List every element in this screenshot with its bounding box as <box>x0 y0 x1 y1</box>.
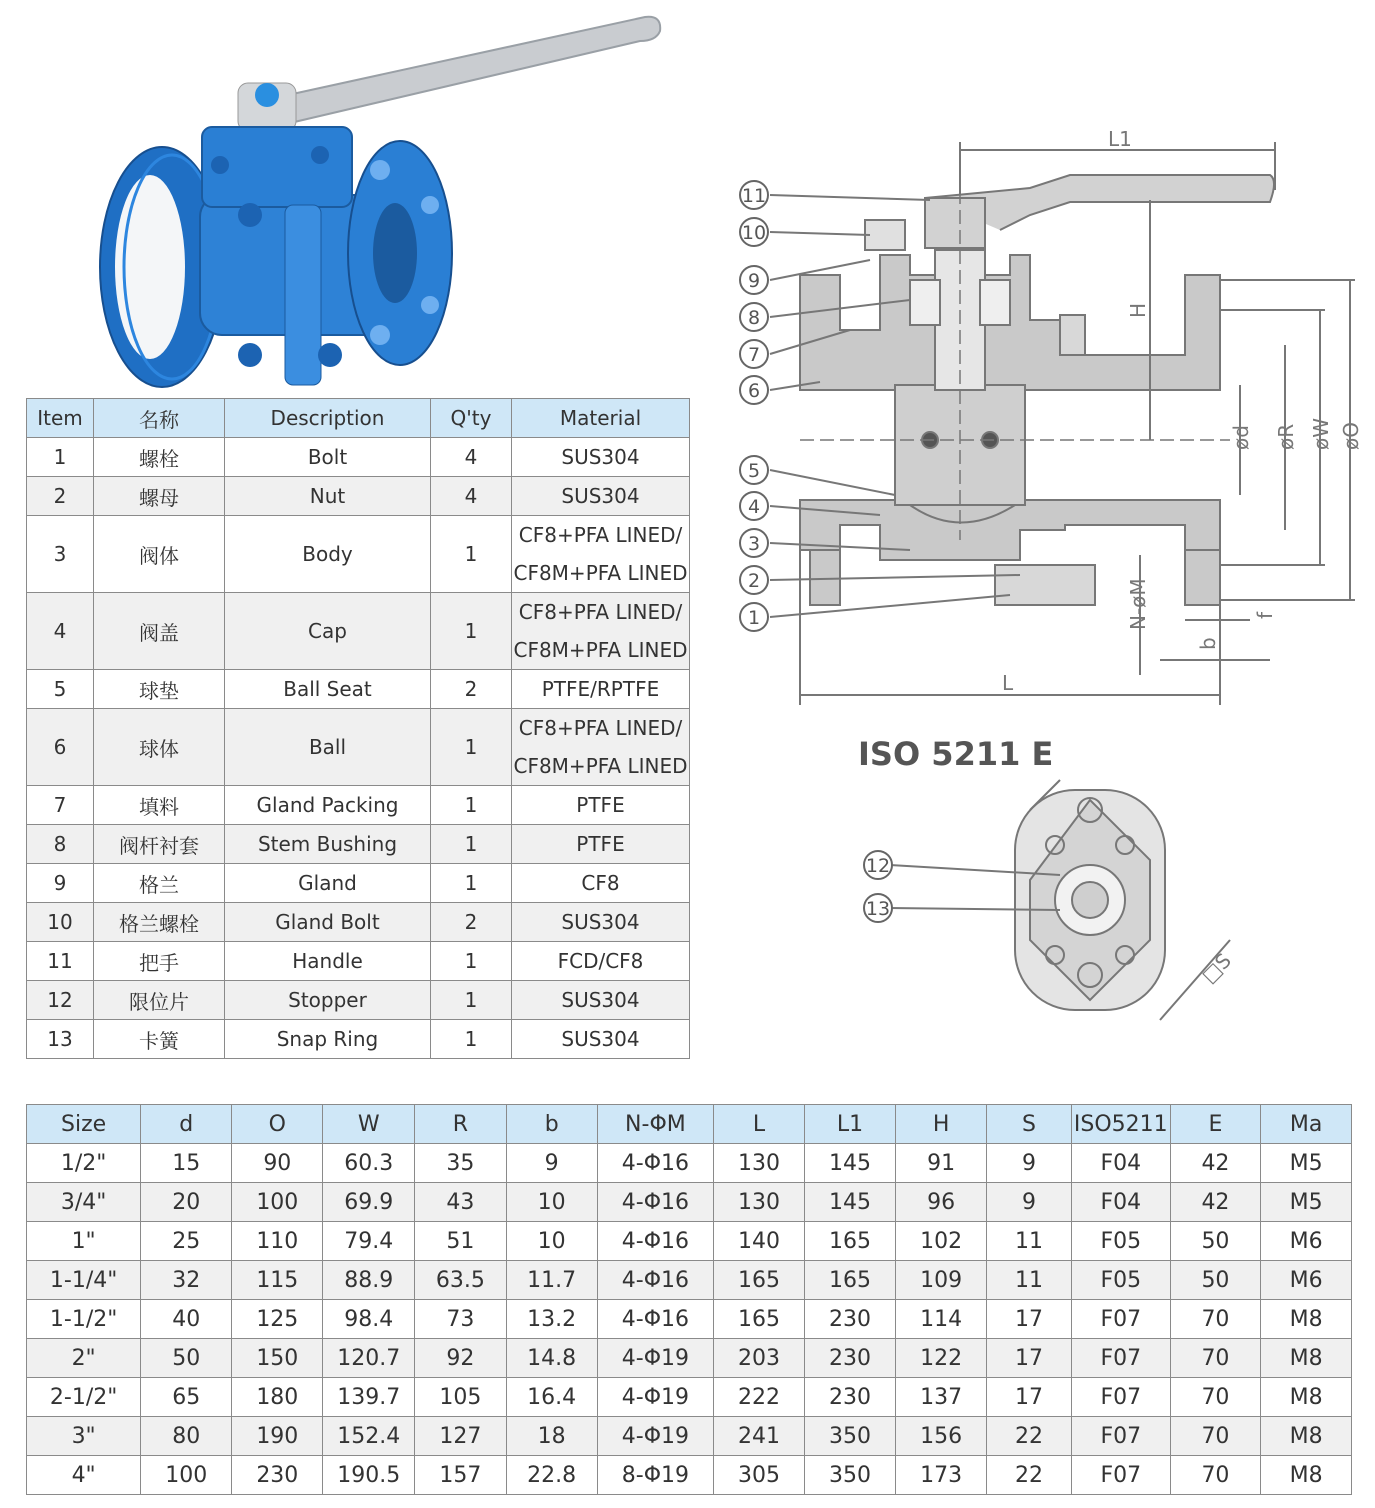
dim-label-NM: N-øM <box>1126 578 1150 630</box>
dim-cell: 11.7 <box>506 1261 597 1300</box>
dim-cell: 173 <box>896 1456 987 1495</box>
dim-cell: 127 <box>415 1417 506 1456</box>
cell-name-cn: 限位片 <box>94 981 225 1020</box>
dim-cell: 11 <box>987 1222 1072 1261</box>
dim-label-O: øO <box>1339 422 1363 450</box>
dim-label-f: f <box>1253 611 1277 619</box>
cell-name-cn: 把手 <box>94 942 225 981</box>
cell-item: 4 <box>27 593 94 670</box>
dim-cell: 98.4 <box>323 1300 415 1339</box>
dim-cell: 35 <box>415 1144 506 1183</box>
parts-table-row <box>27 981 690 1020</box>
dim-cell: 145 <box>805 1183 896 1222</box>
iso-title: ISO 5211 E <box>858 735 1054 773</box>
dim-cell: 2" <box>27 1339 141 1378</box>
cell-description: Ball Seat <box>225 670 431 709</box>
dim-cell: 42 <box>1170 1144 1261 1183</box>
dim-header-cell: Ma <box>1261 1105 1352 1144</box>
material-line: PTFE/RPTFE <box>541 677 660 701</box>
parts-table-row <box>27 709 690 786</box>
cell-qty: 2 <box>431 670 512 709</box>
dim-cell: 105 <box>415 1378 506 1417</box>
cell-name-cn: 球体 <box>94 709 225 786</box>
cell-item: 3 <box>27 516 94 593</box>
cell-description: Gland <box>225 864 431 903</box>
dim-cell: 4-Φ16 <box>597 1300 713 1339</box>
callout-number: 1 <box>747 607 761 629</box>
dim-cell: 125 <box>232 1300 323 1339</box>
dim-label-W: øW <box>1309 417 1333 450</box>
dim-cell: 16.4 <box>506 1378 597 1417</box>
cell-qty: 1 <box>431 516 512 593</box>
callout-number: 3 <box>747 533 761 555</box>
dim-cell: 165 <box>805 1222 896 1261</box>
callout-number: 8 <box>747 307 761 329</box>
dim-cell: 156 <box>896 1417 987 1456</box>
dim-cell: F07 <box>1071 1456 1170 1495</box>
cell-description: Gland Packing <box>225 786 431 825</box>
dim-cell: 92 <box>415 1339 506 1378</box>
cell-description: Gland Bolt <box>225 903 431 942</box>
dim-cell: 100 <box>232 1183 323 1222</box>
dim-cell: 130 <box>713 1144 804 1183</box>
dim-cell: 50 <box>1170 1222 1261 1261</box>
cell-item: 6 <box>27 709 94 786</box>
dim-cell: 60.3 <box>323 1144 415 1183</box>
header-description: Description <box>225 399 431 438</box>
cell-name-cn: 阀盖 <box>94 593 225 670</box>
cell-material <box>512 981 690 1020</box>
cell-item: 8 <box>27 825 94 864</box>
dim-cell: 70 <box>1170 1456 1261 1495</box>
cell-material <box>512 593 690 670</box>
cell-description: Snap Ring <box>225 1020 431 1059</box>
dim-cell: 190 <box>232 1417 323 1456</box>
material-line: SUS304 <box>561 988 640 1012</box>
dim-cell: 50 <box>141 1339 232 1378</box>
parts-table-row <box>27 1020 690 1059</box>
dim-cell: 88.9 <box>323 1261 415 1300</box>
dim-cell: 50 <box>1170 1261 1261 1300</box>
dim-cell: M5 <box>1261 1183 1352 1222</box>
parts-table-row <box>27 477 690 516</box>
dim-cell: 4-Φ16 <box>597 1261 713 1300</box>
dim-cell: 20 <box>141 1183 232 1222</box>
cell-description: Bolt <box>225 438 431 477</box>
iso-square-label: □S <box>1196 948 1236 988</box>
parts-table-row <box>27 438 690 477</box>
header-item: Item <box>27 399 94 438</box>
dim-label-H: H <box>1126 302 1150 318</box>
dim-cell: M8 <box>1261 1339 1352 1378</box>
callout-number: 7 <box>747 344 761 366</box>
dim-cell: 9 <box>987 1183 1072 1222</box>
dim-cell: 1-1/4" <box>27 1261 141 1300</box>
cell-item: 2 <box>27 477 94 516</box>
dim-cell: 130 <box>713 1183 804 1222</box>
dimension-table-row <box>27 1144 1352 1183</box>
cell-item: 9 <box>27 864 94 903</box>
dim-header-cell: H <box>896 1105 987 1144</box>
material-line: CF8M+PFA LINED <box>513 561 688 585</box>
cell-name-cn: 格兰螺栓 <box>94 903 225 942</box>
cell-name-cn: 球垫 <box>94 670 225 709</box>
dim-cell: F05 <box>1071 1222 1170 1261</box>
dim-cell: 190.5 <box>323 1456 415 1495</box>
cell-name-cn: 卡簧 <box>94 1020 225 1059</box>
valve-photo <box>90 5 670 395</box>
dim-cell: 3/4" <box>27 1183 141 1222</box>
parts-table-row <box>27 825 690 864</box>
material-line: FCD/CF8 <box>557 949 644 973</box>
dim-header-cell: L1 <box>805 1105 896 1144</box>
parts-table-row <box>27 670 690 709</box>
cell-material <box>512 438 690 477</box>
material-line: SUS304 <box>561 910 640 934</box>
dim-label-L: L <box>1002 671 1014 695</box>
material-line: SUS304 <box>561 484 640 508</box>
dim-cell: 305 <box>713 1456 804 1495</box>
dim-cell: 42 <box>1170 1183 1261 1222</box>
cell-qty: 2 <box>431 903 512 942</box>
dim-cell: 96 <box>896 1183 987 1222</box>
dim-cell: 150 <box>232 1339 323 1378</box>
cell-material <box>512 516 690 593</box>
cell-item: 11 <box>27 942 94 981</box>
dim-header-cell: R <box>415 1105 506 1144</box>
header-qty: Q'ty <box>431 399 512 438</box>
dim-cell: 4-Φ19 <box>597 1339 713 1378</box>
material-line: SUS304 <box>561 445 640 469</box>
callout-number: 10 <box>741 222 767 244</box>
dim-cell: 11 <box>987 1261 1072 1300</box>
cell-qty: 4 <box>431 438 512 477</box>
parts-table-row <box>27 864 690 903</box>
dim-cell: 140 <box>713 1222 804 1261</box>
dim-cell: 8-Φ19 <box>597 1456 713 1495</box>
dim-cell: 137 <box>896 1378 987 1417</box>
material-line: CF8M+PFA LINED <box>513 638 688 662</box>
dim-cell: 17 <box>987 1300 1072 1339</box>
cell-item: 13 <box>27 1020 94 1059</box>
dim-cell: 1" <box>27 1222 141 1261</box>
dim-cell: M8 <box>1261 1300 1352 1339</box>
dim-cell: 70 <box>1170 1378 1261 1417</box>
parts-table-row <box>27 516 690 593</box>
dim-cell: 230 <box>232 1456 323 1495</box>
dim-cell: 73 <box>415 1300 506 1339</box>
dim-cell: 17 <box>987 1378 1072 1417</box>
dim-cell: 203 <box>713 1339 804 1378</box>
dim-cell: 43 <box>415 1183 506 1222</box>
parts-table-row <box>27 942 690 981</box>
dim-cell: 2-1/2" <box>27 1378 141 1417</box>
cell-item: 7 <box>27 786 94 825</box>
dim-cell: 25 <box>141 1222 232 1261</box>
dim-cell: 165 <box>713 1261 804 1300</box>
valve-section-drawing <box>730 120 1370 1100</box>
dim-cell: 15 <box>141 1144 232 1183</box>
cell-qty: 4 <box>431 477 512 516</box>
dim-header-cell: ISO5211 <box>1071 1105 1170 1144</box>
dimension-table-row <box>27 1183 1352 1222</box>
dim-header-cell: d <box>141 1105 232 1144</box>
header-material: Material <box>512 399 690 438</box>
callout-number: 4 <box>747 496 761 518</box>
cell-material <box>512 709 690 786</box>
callout-number: 6 <box>747 380 761 402</box>
dim-cell: M6 <box>1261 1261 1352 1300</box>
cell-material <box>512 825 690 864</box>
cell-item: 12 <box>27 981 94 1020</box>
dimension-table <box>26 1104 1352 1495</box>
dim-cell: M6 <box>1261 1222 1352 1261</box>
cell-material <box>512 942 690 981</box>
material-line: CF8+PFA LINED/ <box>518 523 683 547</box>
material-line: CF8 <box>581 871 620 895</box>
dim-cell: 22.8 <box>506 1456 597 1495</box>
dim-cell: F04 <box>1071 1144 1170 1183</box>
dim-header-cell: E <box>1170 1105 1261 1144</box>
cell-description: Stem Bushing <box>225 825 431 864</box>
dim-cell: 4" <box>27 1456 141 1495</box>
dimension-table-row <box>27 1456 1352 1495</box>
dim-cell: 350 <box>805 1456 896 1495</box>
cell-description: Stopper <box>225 981 431 1020</box>
cell-description: Cap <box>225 593 431 670</box>
dim-cell: M8 <box>1261 1417 1352 1456</box>
cell-qty: 1 <box>431 864 512 903</box>
cell-name-cn: 螺栓 <box>94 438 225 477</box>
cell-description: Nut <box>225 477 431 516</box>
dim-cell: 51 <box>415 1222 506 1261</box>
cell-qty: 1 <box>431 709 512 786</box>
dim-cell: 145 <box>805 1144 896 1183</box>
iso-callout-number: 12 <box>865 855 891 877</box>
material-line: PTFE <box>576 793 625 817</box>
dimension-table-row <box>27 1339 1352 1378</box>
dim-label-R: øR <box>1274 423 1298 450</box>
dim-cell: F07 <box>1071 1300 1170 1339</box>
callout-number: 9 <box>747 270 761 292</box>
parts-table-row <box>27 786 690 825</box>
cell-name-cn: 螺母 <box>94 477 225 516</box>
dim-cell: M8 <box>1261 1456 1352 1495</box>
dim-cell: 69.9 <box>323 1183 415 1222</box>
dim-cell: 65 <box>141 1378 232 1417</box>
cell-qty: 1 <box>431 1020 512 1059</box>
dimension-table-row <box>27 1417 1352 1456</box>
cell-item: 5 <box>27 670 94 709</box>
dim-header-cell: N-ΦM <box>597 1105 713 1144</box>
dim-cell: F07 <box>1071 1378 1170 1417</box>
dim-cell: 230 <box>805 1378 896 1417</box>
cell-item: 10 <box>27 903 94 942</box>
dim-cell: 70 <box>1170 1417 1261 1456</box>
cell-name-cn: 填料 <box>94 786 225 825</box>
dim-cell: F04 <box>1071 1183 1170 1222</box>
parts-table-row <box>27 593 690 670</box>
cell-material <box>512 477 690 516</box>
dim-cell: 110 <box>232 1222 323 1261</box>
cell-name-cn: 阀杆衬套 <box>94 825 225 864</box>
dim-cell: 22 <box>987 1456 1072 1495</box>
dim-cell: F07 <box>1071 1339 1170 1378</box>
material-line: CF8M+PFA LINED <box>513 754 688 778</box>
cell-material <box>512 786 690 825</box>
dim-cell: 152.4 <box>323 1417 415 1456</box>
callout-number: 11 <box>741 185 767 207</box>
iso-flange-view <box>890 780 1230 1020</box>
cell-material <box>512 903 690 942</box>
dim-cell: 9 <box>506 1144 597 1183</box>
dim-cell: 180 <box>232 1378 323 1417</box>
header-name-cn: 名称 <box>94 399 225 438</box>
valve-handle <box>265 17 660 123</box>
callout-number: 2 <box>747 570 761 592</box>
dim-cell: 165 <box>805 1261 896 1300</box>
dim-cell: 241 <box>713 1417 804 1456</box>
dim-cell: 80 <box>141 1417 232 1456</box>
dim-cell: 120.7 <box>323 1339 415 1378</box>
dim-header-cell: L <box>713 1105 804 1144</box>
dim-cell: 230 <box>805 1300 896 1339</box>
parts-table <box>26 398 690 1059</box>
dim-cell: 115 <box>232 1261 323 1300</box>
dim-cell: 165 <box>713 1300 804 1339</box>
dim-cell: 40 <box>141 1300 232 1339</box>
cell-name-cn: 阀体 <box>94 516 225 593</box>
cell-name-cn: 格兰 <box>94 864 225 903</box>
dim-cell: 91 <box>896 1144 987 1183</box>
material-line: CF8+PFA LINED/ <box>518 716 683 740</box>
dim-cell: 1-1/2" <box>27 1300 141 1339</box>
dim-label-L1: L1 <box>1108 127 1132 151</box>
dim-cell: 157 <box>415 1456 506 1495</box>
dim-cell: M8 <box>1261 1378 1352 1417</box>
dim-cell: 109 <box>896 1261 987 1300</box>
dim-cell: 139.7 <box>323 1378 415 1417</box>
dim-cell: 4-Φ16 <box>597 1183 713 1222</box>
dim-header-cell: b <box>506 1105 597 1144</box>
dim-header-cell: W <box>323 1105 415 1144</box>
dim-label-b: b <box>1196 637 1220 650</box>
cell-qty: 1 <box>431 825 512 864</box>
cell-item: 1 <box>27 438 94 477</box>
dim-cell: 32 <box>141 1261 232 1300</box>
dim-cell: 4-Φ19 <box>597 1417 713 1456</box>
dim-header-cell: S <box>987 1105 1072 1144</box>
cell-qty: 1 <box>431 593 512 670</box>
dim-cell: 79.4 <box>323 1222 415 1261</box>
dim-cell: 18 <box>506 1417 597 1456</box>
dim-cell: 350 <box>805 1417 896 1456</box>
dim-cell: 222 <box>713 1378 804 1417</box>
cell-description: Body <box>225 516 431 593</box>
dim-cell: 9 <box>987 1144 1072 1183</box>
dim-cell: 3" <box>27 1417 141 1456</box>
cell-material <box>512 670 690 709</box>
dim-header-cell: O <box>232 1105 323 1144</box>
dim-cell: 114 <box>896 1300 987 1339</box>
dim-cell: F05 <box>1071 1261 1170 1300</box>
dim-cell: 102 <box>896 1222 987 1261</box>
cell-qty: 1 <box>431 942 512 981</box>
dim-header-cell: Size <box>27 1105 141 1144</box>
dim-cell: 10 <box>506 1222 597 1261</box>
cell-qty: 1 <box>431 981 512 1020</box>
callout-number: 5 <box>747 460 761 482</box>
dim-cell: 90 <box>232 1144 323 1183</box>
dim-cell: 100 <box>141 1456 232 1495</box>
material-line: CF8+PFA LINED/ <box>518 600 683 624</box>
material-line: SUS304 <box>561 1027 640 1051</box>
dim-cell: 10 <box>506 1183 597 1222</box>
dim-cell: 122 <box>896 1339 987 1378</box>
dim-cell: 4-Φ16 <box>597 1144 713 1183</box>
dimension-table-row <box>27 1378 1352 1417</box>
dimension-table-row <box>27 1222 1352 1261</box>
dim-cell: 70 <box>1170 1300 1261 1339</box>
parts-table-header <box>27 399 690 438</box>
cell-qty: 1 <box>431 786 512 825</box>
parts-table-row <box>27 903 690 942</box>
iso-callout-number: 13 <box>865 898 891 920</box>
dim-cell: 14.8 <box>506 1339 597 1378</box>
dim-cell: 4-Φ16 <box>597 1222 713 1261</box>
dimension-table-header <box>27 1105 1352 1144</box>
dimension-table-row <box>27 1300 1352 1339</box>
dim-cell: M5 <box>1261 1144 1352 1183</box>
iso-callout-group <box>864 851 892 922</box>
dim-cell: 22 <box>987 1417 1072 1456</box>
material-line: PTFE <box>576 832 625 856</box>
dim-cell: 230 <box>805 1339 896 1378</box>
dim-label-d: ød <box>1229 425 1253 450</box>
dim-cell: 17 <box>987 1339 1072 1378</box>
cell-material <box>512 864 690 903</box>
dim-cell: 4-Φ19 <box>597 1378 713 1417</box>
dim-cell: 13.2 <box>506 1300 597 1339</box>
cell-material <box>512 1020 690 1059</box>
dimension-table-row <box>27 1261 1352 1300</box>
callout-group <box>740 181 768 631</box>
dim-cell: F07 <box>1071 1417 1170 1456</box>
dim-cell: 70 <box>1170 1339 1261 1378</box>
cell-description: Ball <box>225 709 431 786</box>
dim-cell: 1/2" <box>27 1144 141 1183</box>
dim-cell: 63.5 <box>415 1261 506 1300</box>
cell-description: Handle <box>225 942 431 981</box>
